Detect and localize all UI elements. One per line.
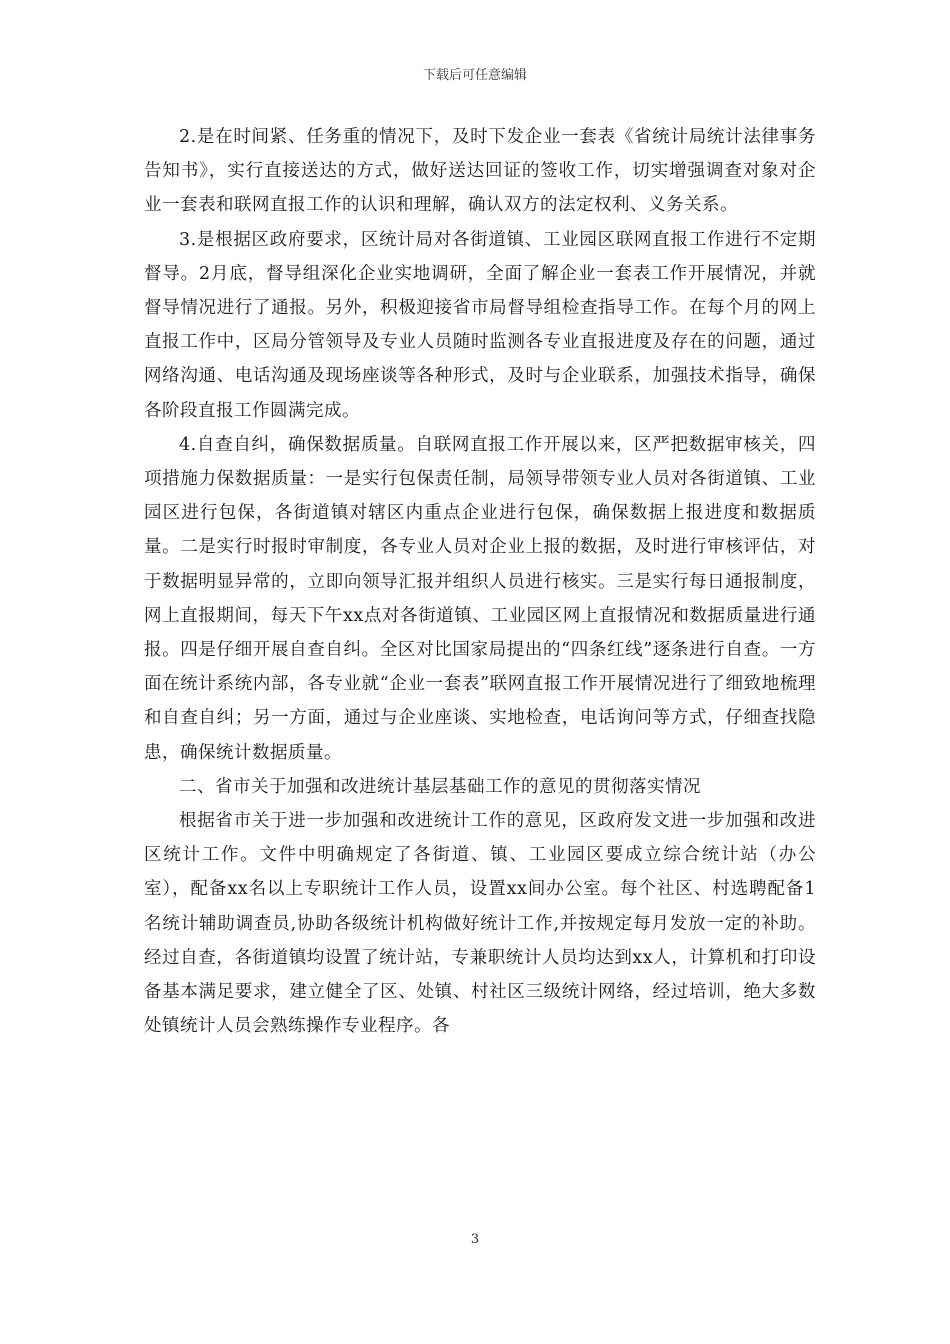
paragraph-item-4: 4.自查自纠，确保数据质量。自联网直报工作开展以来，区严把数据审核关，四项措施力保数据质量：一是实行包保责任制，局领导带领专业人员对各街道镇、工业园区进行包保，各街道镇对辖区内重点企业进行包保，确保数据上报进度和数据质量。二是实行时报时审制度，各专业人员对企业上报的数据，及时进行审核评估，对于数据明显异常的，立即向领导汇报并组织人员进行核实。三是实行每日通报制度，网上直报期间，每天下午xx点对各街道镇、工业园区网上直报情况和数据质量进行通报。四是仔细开展自查自纠。全区对比国家局提出的“四条红线”逐条进行自查。一方面在统计系统内部，各专业就“企业一套表”联网直报工作开展情况进行了细致地梳理和自查自纠；另一方面，通过与企业座谈、实地检查，电话询问等方式，仔细查找隐患，确保统计数据质量。: [144, 434, 816, 763]
document-body: [144, 120, 816, 1043]
paragraph-section-2-body: 根据省市关于进一步加强和改进统计工作的意见，区政府发文进一步加强和改进区统计工作。文件中明确规定了各街道、镇、工业园区要成立综合统计站（办公室），配备xx名以上专职统计工作人员，设置xx间办公室。每个社区、村选聘配备1名统计辅助调查员,协助各级统计机构做好统计工作,并按规定每月发放一定的补助。经过自查，各街道镇均设置了统计站，专兼职统计人员均达到xx人，计算机和打印设备基本满足要求，建立健全了区、处镇、村社区三级统计网络，经过培训，绝大多数处镇统计人员会熟练操作专业程序。各: [144, 811, 816, 1037]
page-header: 下载后可任意编辑: [422, 68, 527, 83]
section-heading-2: 二、省市关于加强和改进统计基层基础工作的意见的贯彻落实情况: [179, 776, 701, 797]
page-number: 3: [470, 1232, 480, 1247]
paragraph-item-2: 2.是在时间紧、任务重的情况下，及时下发企业一套表《省统计局统计法律事务告知书》，实行直接送达的方式，做好送达回证的签收工作，切实增强调查对象对企业一套表和联网直报工作的认识和理解，确认双方的法定权利、义务关系。: [144, 127, 816, 216]
paragraph-item-3: 3.是根据区政府要求，区统计局对各街道镇、工业园区联网直报工作进行不定期督导。2月底，督导组深化企业实地调研，全面了解企业一套表工作开展情况，并就督导情况进行了通报。另外，积极迎接省市局督导组检查指导工作。在每个月的网上直报工作中，区局分管领导及专业人员随时监测各专业直报进度及存在的问题，通过网络沟通、电话沟通及现场座谈等各种形式，及时与企业联系，加强技术指导，确保各阶段直报工作圆满完成。: [144, 229, 816, 421]
